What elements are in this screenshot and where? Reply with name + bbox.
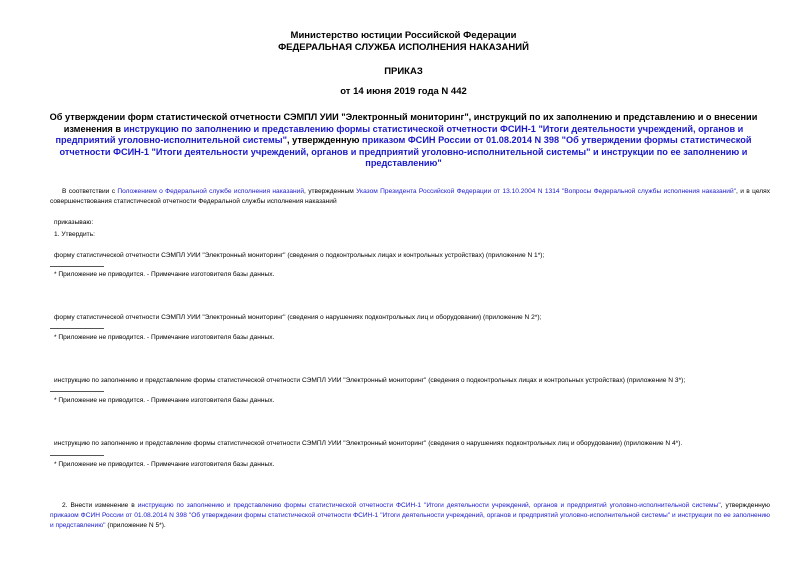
title-text-1: Об утверждении форм статистической отчетности СЭМПЛ УИИ "Электронный мониторинг", инструкций по их заполнению и представлению и о внесении изменения в <box>49 112 758 134</box>
document-type: ПРИКАЗ <box>384 66 423 77</box>
title-text-2: , утвержденную <box>287 135 363 145</box>
form-item-4: инструкцию по заполнению и представление формы статистической отчетности СЭМПЛ УИИ "Электронный мониторинг" (сведения о нарушениях подконтрольных лиц и оборудовании) (приложение N 4*). <box>54 440 683 447</box>
form-item-2: форму статистической отчетности СЭМПЛ УИИ "Электронный мониторинг" (сведения о нарушениях подконтрольных лиц и оборудовании) (приложение N 2*); <box>54 314 542 321</box>
item1-heading: 1. Утвердить: <box>54 231 95 238</box>
preamble-text-1: В соответствии с <box>62 188 118 195</box>
order-word: приказываю: <box>54 219 94 226</box>
service-heading: ФЕДЕРАЛЬНАЯ СЛУЖБА ИСПОЛНЕНИЯ НАКАЗАНИЙ <box>278 42 529 53</box>
preamble-link-decree[interactable]: Указом Президента Российской Федерации от 13.10.2004 N 1314 "Вопросы Федеральной службы исполнения наказаний" <box>356 188 737 195</box>
item2-text-3: (приложение N 5*). <box>105 522 166 529</box>
footnote-3: * Приложение не приводится. - Примечание изготовителя базы данных. <box>54 397 275 404</box>
preamble-text-2: , утвержденным <box>304 188 357 195</box>
item2-link-order-398[interactable]: приказом ФСИН России от 01.08.2014 N 398 "Об утверждении формы статистической отчетности ФСИН-1 "Итоги деятельности учреждений, органов и предприятий уголовно-исполнительной системы" и инструкции по ее заполнению и представлению" <box>50 512 770 529</box>
footnote-rule-1 <box>50 266 104 267</box>
form-item-3: инструкцию по заполнению и представление формы статистической отчетности СЭМПЛ УИИ "Электронный мониторинг" (сведения о подконтрольных лицах и контрольных устройствах) (приложение N 3*); <box>54 377 686 384</box>
item2-link-instruction[interactable]: инструкцию по заполнению и представлению формы статистической отчетности ФСИН-1 "Итоги деятельности учреждений, органов и предприятий уголовно-исполнительной системы" <box>137 502 721 509</box>
footnote-rule-2 <box>50 328 104 329</box>
footnote-2: * Приложение не приводится. - Примечание изготовителя базы данных. <box>54 334 275 341</box>
preamble-text-3: , и в целях совершенствования статистической отчетности Федеральной службы исполнения наказаний <box>50 188 770 205</box>
footnote-4: * Приложение не приводится. - Примечание изготовителя базы данных. <box>54 461 275 468</box>
footnote-rule-3 <box>50 391 104 392</box>
preamble <box>50 187 770 207</box>
item2-text-2: , утвержденную <box>720 502 770 509</box>
document-date-number: от 14 июня 2019 года N 442 <box>340 86 467 97</box>
ministry-heading: Министерство юстиции Российской Федерации <box>290 30 517 41</box>
item2-paragraph <box>50 501 770 531</box>
form-item-1: форму статистической отчетности СЭМПЛ УИИ "Электронный мониторинг" (сведения о подконтрольных лицах и контрольных устройствах) (приложение N 1*); <box>54 252 545 259</box>
title-link-order-398[interactable]: приказом ФСИН России от 01.08.2014 N 398 "Об утверждении формы статистической отчетности ФСИН-1 "Итоги деятельности учреждений, органов и предприятий уголовно-исполнительной системы" и инструкции по ее заполнению и представлению" <box>59 135 752 168</box>
item2-text-1: 2. Внести изменение в <box>62 502 138 509</box>
preamble-link-regulation[interactable]: Положением о Федеральной службе исполнения наказаний <box>117 188 305 195</box>
footnote-1: * Приложение не приводится. - Примечание изготовителя базы данных. <box>54 271 275 278</box>
footnote-rule-4 <box>50 455 104 456</box>
document-title <box>40 112 767 170</box>
title-link-instruction[interactable]: инструкцию по заполнению и представлению формы статистической отчетности ФСИН-1 "Итоги деятельности учреждений, органов и предприятий уголовно-исполнительной системы" <box>55 123 744 145</box>
